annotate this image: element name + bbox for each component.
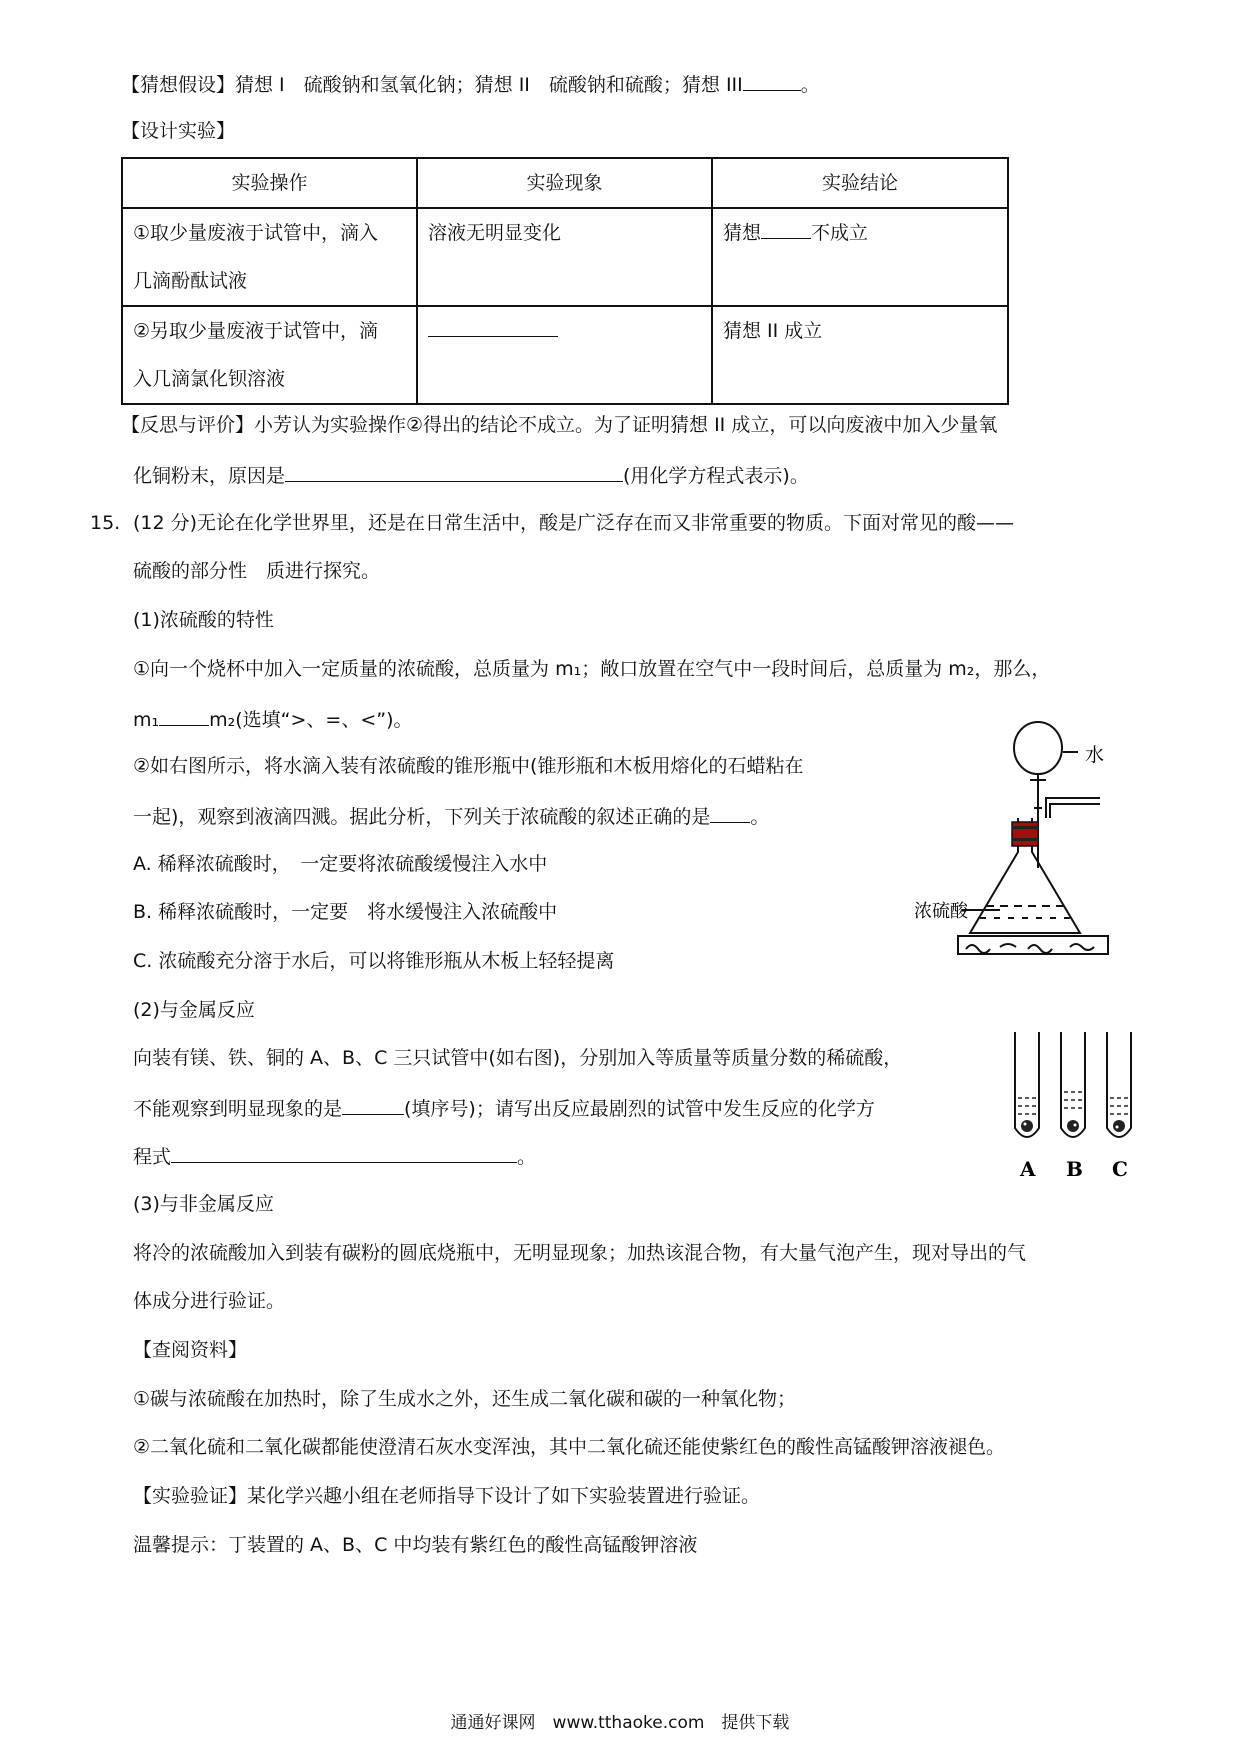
conclusion-pre: 猜想	[723, 222, 762, 244]
stopper	[1012, 822, 1038, 846]
section3-title: (3)与非金属反应	[133, 1193, 274, 1215]
tube-label: C	[1112, 1157, 1128, 1181]
conclusion-post: 不成立	[811, 222, 869, 244]
hypothesis-blank[interactable]	[743, 72, 801, 91]
table-cell-phenomenon: 溶液无明显变化	[417, 208, 712, 306]
section2-title: (2)与金属反应	[133, 999, 255, 1021]
choice-blank[interactable]	[710, 804, 750, 823]
reference-2: ②二氧化硫和二氧化碳都能使澄清石灰水变浑浊，其中二氧化硫还能使紫红色的酸性高锰酸钾溶液褪色。	[133, 1436, 1006, 1458]
s2-line1: 向装有镁、铁、铜的 A、B、C 三只试管中(如右图)，分别加入等质量等质量分数的稀硫酸，	[133, 1047, 903, 1069]
reflection-post: (用化学方程式表示)。	[623, 465, 809, 487]
cell-line: ②另取少量废液于试管中，滴	[133, 320, 379, 342]
conclusion-blank[interactable]	[761, 220, 811, 239]
reflection-line1: 【反思与评价】小芳认为实验操作②得出的结论不成立。为了证明猜想 II 成立，可以向废液中加入少量氧	[121, 414, 998, 436]
table-cell-conclusion	[712, 208, 1008, 306]
tube-label: B	[1066, 1157, 1083, 1181]
table-header: 实验结论	[712, 158, 1008, 208]
option-a: A. 稀释浓硫酸时， 一定要将浓硫酸缓慢注入水中	[133, 853, 548, 875]
s1-q1-line1: ①向一个烧杯中加入一定质量的浓硫酸，总质量为 m₁；敞口放置在空气中一段时间后，总质量为 m₂，那么，	[133, 658, 1051, 680]
table-header: 实验现象	[417, 158, 712, 208]
page-footer: 通通好课网 www.tthaoke.com 提供下载	[450, 1713, 790, 1733]
equation-blank[interactable]	[171, 1144, 517, 1163]
reflection-pre: 化铜粉末，原因是	[133, 465, 286, 487]
reflection-blank[interactable]	[285, 463, 623, 482]
compare-blank[interactable]	[159, 707, 209, 726]
reference-label: 【查阅资料】	[133, 1339, 248, 1361]
tube-blank[interactable]	[342, 1096, 404, 1115]
table-cell-operation	[122, 208, 417, 306]
flask-figure	[914, 718, 1120, 963]
table-row	[122, 306, 1008, 404]
acid-label: 浓硫酸	[914, 901, 968, 922]
hypothesis-end: 。	[800, 74, 820, 96]
s1-q2-text: 一起)，观察到液滴四溅。据此分析，下列关于浓硫酸的叙述正确的是	[133, 806, 711, 828]
table-header: 实验操作	[122, 158, 417, 208]
q15-line2: 硫酸的部分性 质进行探究。	[133, 560, 381, 582]
tube-label: A	[1020, 1157, 1036, 1181]
s2-line3-pre: 程式	[133, 1146, 172, 1168]
cell-line: 几滴酚酞试液	[133, 270, 248, 292]
m1-label: m₁	[133, 709, 160, 731]
s2-line2-pre: 不能观察到明显现象的是	[133, 1098, 343, 1120]
cell-line: 入几滴氯化钡溶液	[133, 368, 286, 390]
design-label: 【设计实验】	[121, 120, 236, 142]
question-number: 15.	[90, 512, 121, 534]
s2-line2	[133, 1096, 875, 1121]
s2-line2-post: (填序号)；请写出反应最剧烈的试管中发生反应的化学方	[404, 1098, 875, 1120]
option-c: C. 浓硫酸充分溶于水后，可以将锥形瓶从木板上轻轻提离	[133, 950, 615, 972]
section1-title: (1)浓硫酸的特性	[133, 609, 274, 631]
s1-q2-end: 。	[750, 806, 770, 828]
reference-1: ①碳与浓硫酸在加热时，除了生成水之外，还生成二氧化碳和碳的一种氧化物；	[133, 1388, 797, 1410]
test-tubes-figure	[995, 1028, 1145, 1188]
phenomenon-blank[interactable]	[428, 318, 558, 337]
table-header-row	[122, 158, 1008, 208]
table-cell-conclusion: 猜想 II 成立	[712, 306, 1008, 404]
s2-line3	[133, 1144, 536, 1169]
hypothesis-line	[121, 72, 820, 97]
q15-line1: (12 分)无论在化学世界里，还是在日常生活中，酸是广泛存在而又非常重要的物质。下面对常见的酸——	[133, 512, 1015, 534]
tip-line: 温馨提示：丁装置的 A、B、C 中均装有紫红色的酸性高锰酸钾溶液	[133, 1534, 698, 1556]
table-row	[122, 208, 1008, 306]
table-cell-phenomenon	[417, 306, 712, 404]
s1-q1-line2	[133, 707, 413, 732]
hypothesis-label: 【猜想假设】	[121, 74, 236, 96]
hypothesis-text: 猜想 I 硫酸钠和氢氧化钠；猜想 II 硫酸钠和硫酸；猜想 III	[235, 74, 743, 96]
s2-line3-end: 。	[517, 1146, 537, 1168]
reflection-line2	[133, 463, 809, 488]
m2-label: m₂(选填“>、=、<”)。	[209, 709, 413, 731]
water-label: 水	[1085, 744, 1105, 766]
option-b: B. 稀释浓硫酸时，一定要 将水缓慢注入浓硫酸中	[133, 901, 558, 923]
cell-line: ①取少量废液于试管中，滴入	[133, 222, 379, 244]
s1-q2-line1: ②如右图所示，将水滴入装有浓硫酸的锥形瓶中(锥形瓶和木板用熔化的石蜡粘在	[133, 755, 804, 777]
s1-q2-line2	[133, 804, 769, 829]
s3-line1: 将冷的浓硫酸加入到装有碳粉的圆底烧瓶中，无明显现象；加热该混合物，有大量气泡产生，现对导出的气	[133, 1242, 1027, 1264]
s3-line2: 体成分进行验证。	[133, 1290, 286, 1312]
experiment-table	[121, 157, 1009, 405]
verify-line: 【实验验证】某化学兴趣小组在老师指导下设计了如下实验装置进行验证。	[133, 1485, 761, 1507]
table-cell-operation	[122, 306, 417, 404]
